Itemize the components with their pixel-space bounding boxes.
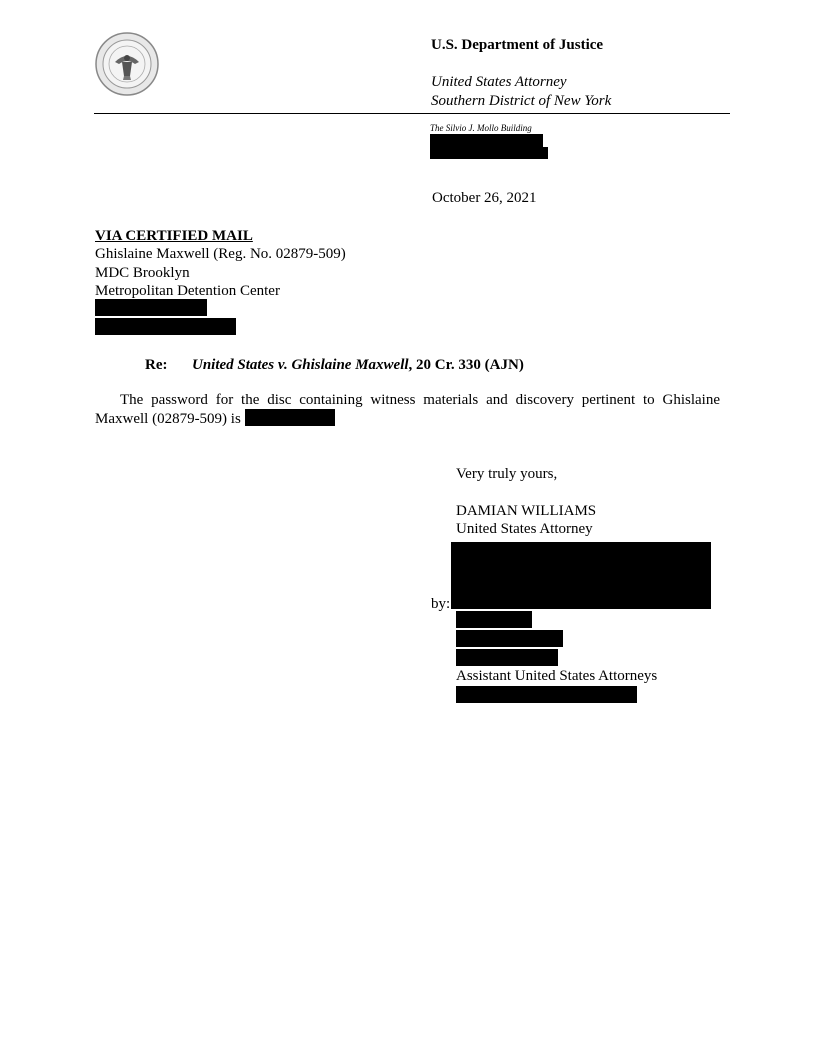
signature-line <box>455 608 689 609</box>
redacted-attorney-1 <box>456 611 532 628</box>
body-text: The password for the disc containing witness materials and discovery pertinent to Ghislaine Maxwell (02879-509) is <box>95 392 720 427</box>
recipient-facility-full: Metropolitan Detention Center <box>95 283 280 299</box>
re-case-name: United States v. Ghislaine Maxwell <box>192 357 409 373</box>
department-heading: U.S. Department of Justice <box>431 37 604 53</box>
re-docket: , 20 Cr. 330 (AJN) <box>408 357 524 373</box>
office-line-1: United States Attorney <box>431 74 567 90</box>
redacted-address-line-2 <box>430 147 548 159</box>
doj-seal-icon <box>95 32 159 96</box>
redacted-contact <box>456 686 637 703</box>
building-name: The Silvio J. Mollo Building <box>430 123 532 133</box>
redacted-signature-block <box>451 542 711 609</box>
letter-date: October 26, 2021 <box>432 190 537 206</box>
redacted-recipient-address-1 <box>95 299 207 316</box>
recipient-name: Ghislaine Maxwell (Reg. No. 02879-509) <box>95 246 346 262</box>
signer-title: United States Attorney <box>456 521 593 537</box>
letterhead-divider <box>94 113 730 114</box>
redacted-attorney-3 <box>456 649 558 666</box>
recipient-facility: MDC Brooklyn <box>95 265 190 281</box>
redacted-attorney-2 <box>456 630 563 647</box>
by-label: by: <box>431 596 451 612</box>
delivery-method: VIA CERTIFIED MAIL <box>95 228 253 244</box>
salutation: Very truly yours, <box>456 466 558 482</box>
re-label: Re: <box>145 357 168 373</box>
signer-name: DAMIAN WILLIAMS <box>456 503 597 519</box>
redacted-recipient-address-2 <box>95 318 236 335</box>
body-paragraph <box>95 391 720 428</box>
re-subject <box>192 356 524 374</box>
attorney-role: Assistant United States Attorneys <box>456 668 658 684</box>
redacted-address-line-1 <box>430 134 543 147</box>
office-line-2: Southern District of New York <box>431 93 612 109</box>
redacted-password <box>245 409 335 426</box>
